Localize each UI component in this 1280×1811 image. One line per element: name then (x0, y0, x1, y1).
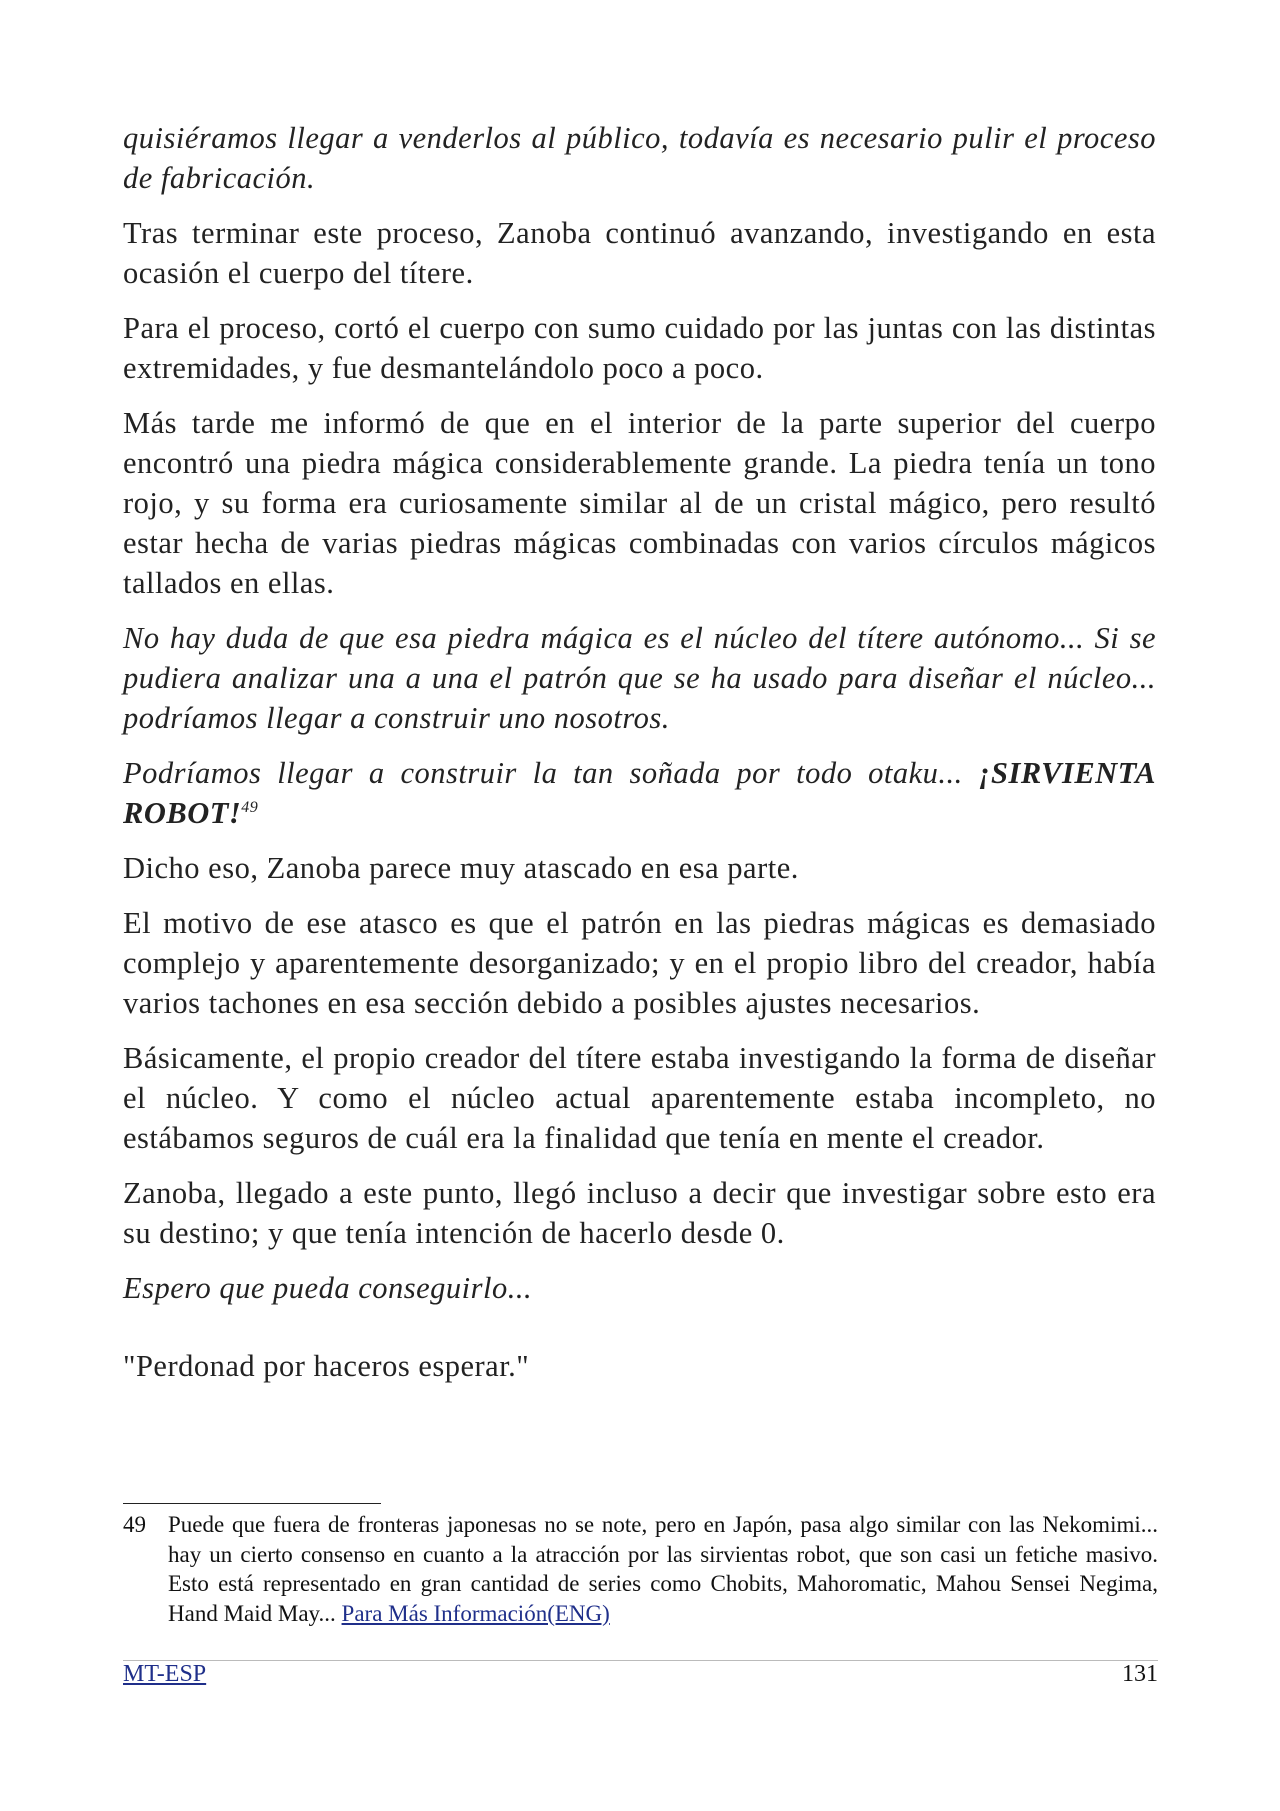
paragraph-12: "Perdonad por haceros esperar." (123, 1349, 530, 1383)
footnote (123, 1510, 1158, 1628)
paragraph-2: Tras terminar este proceso, Zanoba continuó avanzando, investigando en esta ocasión el cuerpo del títere. (123, 216, 1156, 290)
paragraph-11: Espero que pueda conseguirlo... (123, 1271, 533, 1305)
paragraph-5: No hay duda de que esa piedra mágica es el núcleo del títere autónomo... Si se pudiera analizar una a una el patrón que se ha usado para diseñar el núcleo... podríamos llegar a construir uno nosotros. (123, 621, 1156, 735)
robot-emphasis: ¡SIRVIENTA ROBOT! (123, 756, 1156, 830)
paragraph-robot (123, 753, 1156, 833)
paragraph-4: Más tarde me informó de que en el interior de la parte superior del cuerpo encontró una piedra mágica considerablemente grande. La piedra tenía un tono rojo, y su forma era curiosamente similar al de un cristal mágico, pero resultó estar hecha de varias piedras mágicas combinadas con varios círculos mágicos tallados en ellas. (123, 406, 1156, 600)
paragraph-8: El motivo de ese atasco es que el patrón en las piedras mágicas es demasiado complejo y aparentemente desorganizado; y en el propio libro del creador, había varios tachones en esa sección debido a posibles ajustes necesarios. (123, 906, 1156, 1020)
page-number: 131 (1122, 1661, 1158, 1687)
paragraph-1: quisiéramos llegar a venderlos al público, todavía es necesario pulir el proceso de fabricación. (123, 121, 1156, 195)
paragraph-7: Dicho eso, Zanoba parece muy atascado en esa parte. (123, 851, 799, 885)
more-info-link[interactable]: Para Más Información(ENG) (341, 1600, 610, 1626)
paragraph-3: Para el proceso, cortó el cuerpo con sumo cuidado por las juntas con las distintas extremidades, y fue desmantelándolo poco a poco. (123, 311, 1156, 385)
footnote-body (168, 1510, 1158, 1628)
footer-divider (123, 1660, 1158, 1661)
paragraph-9: Básicamente, el propio creador del títere estaba investigando la forma de diseñar el núcleo. Y como el núcleo actual aparentemente estaba incompleto, no estábamos seguros de cuál era la finalidad que tenía en mente el creador. (123, 1041, 1156, 1155)
footnote-text: Puede que fuera de fronteras japonesas no se note, pero en Japón, pasa algo similar con las Nekomimi... hay un cierto consenso en cuanto a la atracción por las sirvientas robot, que son casi un fetiche masivo. Esto está representado en gran cantidad de series como Chobits, Mahoromatic, Mahou Sensei Negima, Hand Maid May... (168, 1512, 1158, 1626)
footnote-reference[interactable]: 49 (241, 798, 259, 816)
footnote-number: 49 (123, 1512, 146, 1537)
body-text (123, 118, 1156, 1401)
footnote-separator (123, 1503, 381, 1504)
paragraph-10: Zanoba, llegado a este punto, llegó incluso a decir que investigar sobre esto era su destino; y que tenía intención de hacerlo desde 0. (123, 1176, 1156, 1250)
footer-site-link[interactable]: MT-ESP (123, 1661, 207, 1687)
robot-lead: Podríamos llegar a construir la tan soñada por todo otaku... (123, 756, 963, 790)
